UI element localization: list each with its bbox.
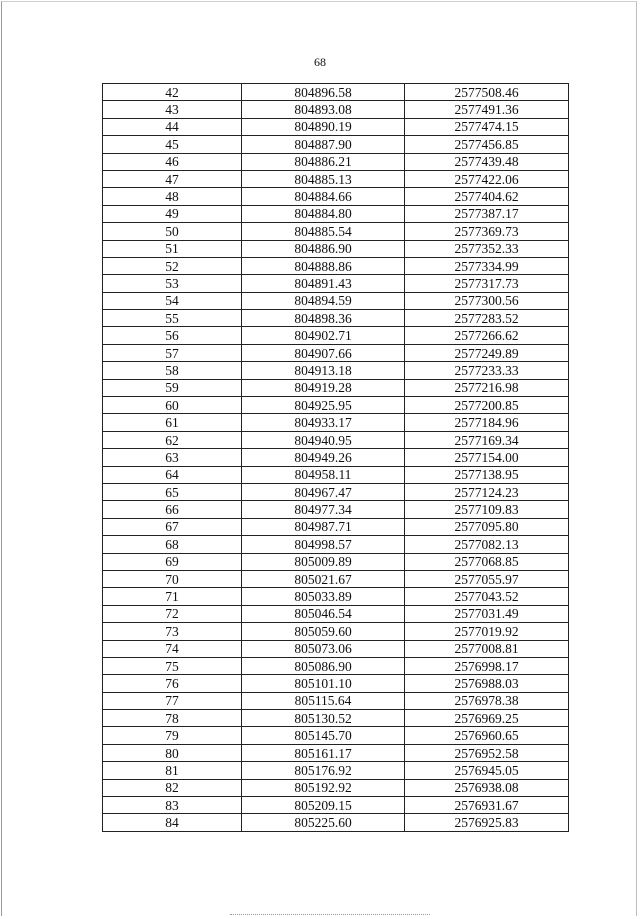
table-row	[103, 414, 569, 431]
x-coordinate-cell: 805033.89	[242, 588, 405, 605]
table-row	[103, 501, 569, 518]
y-coordinate-cell: 2576960.65	[405, 727, 569, 744]
point-number-cell: 80	[103, 744, 242, 761]
point-number-cell: 50	[103, 223, 242, 240]
y-coordinate-cell: 2577439.48	[405, 153, 569, 170]
point-number-cell: 79	[103, 727, 242, 744]
y-coordinate-cell: 2577082.13	[405, 536, 569, 553]
table-row	[103, 205, 569, 222]
y-coordinate-cell: 2577138.95	[405, 466, 569, 483]
point-number-cell: 77	[103, 692, 242, 709]
y-coordinate-cell: 2577184.96	[405, 414, 569, 431]
point-number-cell: 60	[103, 397, 242, 414]
point-number-cell: 47	[103, 170, 242, 187]
x-coordinate-cell: 805209.15	[242, 797, 405, 814]
x-coordinate-cell: 804885.13	[242, 170, 405, 187]
x-coordinate-cell: 804890.19	[242, 118, 405, 135]
y-coordinate-cell: 2576938.08	[405, 779, 569, 796]
point-number-cell: 61	[103, 414, 242, 431]
y-coordinate-cell: 2576945.05	[405, 762, 569, 779]
point-number-cell: 72	[103, 605, 242, 622]
y-coordinate-cell: 2577095.80	[405, 518, 569, 535]
table-row	[103, 710, 569, 727]
table-row	[103, 449, 569, 466]
y-coordinate-cell: 2577233.33	[405, 362, 569, 379]
table-row	[103, 379, 569, 396]
y-coordinate-cell: 2577474.15	[405, 118, 569, 135]
table-row	[103, 136, 569, 153]
point-number-cell: 65	[103, 483, 242, 500]
table-row	[103, 240, 569, 257]
y-coordinate-cell: 2577422.06	[405, 170, 569, 187]
point-number-cell: 58	[103, 362, 242, 379]
y-coordinate-cell: 2576925.83	[405, 814, 569, 831]
x-coordinate-cell: 804958.11	[242, 466, 405, 483]
table-row	[103, 310, 569, 327]
point-number-cell: 53	[103, 275, 242, 292]
point-number-cell: 75	[103, 657, 242, 674]
table-row	[103, 327, 569, 344]
x-coordinate-cell: 804888.86	[242, 257, 405, 274]
page-bottom-divider	[230, 914, 430, 915]
table-row	[103, 153, 569, 170]
point-number-cell: 83	[103, 797, 242, 814]
point-number-cell: 71	[103, 588, 242, 605]
y-coordinate-cell: 2577109.83	[405, 501, 569, 518]
table-row	[103, 640, 569, 657]
table-row	[103, 466, 569, 483]
table-row	[103, 483, 569, 500]
point-number-cell: 84	[103, 814, 242, 831]
y-coordinate-cell: 2577491.36	[405, 101, 569, 118]
point-number-cell: 82	[103, 779, 242, 796]
y-coordinate-cell: 2577249.89	[405, 344, 569, 361]
y-coordinate-cell: 2576969.25	[405, 710, 569, 727]
table-row	[103, 814, 569, 831]
table-row	[103, 536, 569, 553]
table-row	[103, 292, 569, 309]
point-number-cell: 43	[103, 101, 242, 118]
table-row	[103, 84, 569, 101]
y-coordinate-cell: 2577317.73	[405, 275, 569, 292]
x-coordinate-cell: 804885.54	[242, 223, 405, 240]
table-row	[103, 623, 569, 640]
x-coordinate-cell: 805009.89	[242, 553, 405, 570]
y-coordinate-cell: 2577169.34	[405, 431, 569, 448]
y-coordinate-cell: 2577216.98	[405, 379, 569, 396]
x-coordinate-cell: 804886.90	[242, 240, 405, 257]
table-row	[103, 744, 569, 761]
x-coordinate-cell: 805101.10	[242, 675, 405, 692]
x-coordinate-cell: 804987.71	[242, 518, 405, 535]
y-coordinate-cell: 2577352.33	[405, 240, 569, 257]
y-coordinate-cell: 2577334.99	[405, 257, 569, 274]
y-coordinate-cell: 2577124.23	[405, 483, 569, 500]
point-number-cell: 68	[103, 536, 242, 553]
y-coordinate-cell: 2576952.58	[405, 744, 569, 761]
y-coordinate-cell: 2577068.85	[405, 553, 569, 570]
table-row	[103, 727, 569, 744]
x-coordinate-cell: 805046.54	[242, 605, 405, 622]
point-number-cell: 57	[103, 344, 242, 361]
x-coordinate-cell: 804894.59	[242, 292, 405, 309]
y-coordinate-cell: 2577031.49	[405, 605, 569, 622]
y-coordinate-cell: 2577055.97	[405, 570, 569, 587]
point-number-cell: 59	[103, 379, 242, 396]
table-row	[103, 170, 569, 187]
table-row	[103, 657, 569, 674]
point-number-cell: 49	[103, 205, 242, 222]
x-coordinate-cell: 805176.92	[242, 762, 405, 779]
x-coordinate-cell: 804887.90	[242, 136, 405, 153]
table-row	[103, 118, 569, 135]
table-row	[103, 605, 569, 622]
table-row	[103, 101, 569, 118]
table-row	[103, 397, 569, 414]
point-number-cell: 70	[103, 570, 242, 587]
point-number-cell: 74	[103, 640, 242, 657]
table-row	[103, 188, 569, 205]
x-coordinate-cell: 804893.08	[242, 101, 405, 118]
point-number-cell: 46	[103, 153, 242, 170]
x-coordinate-cell: 805073.06	[242, 640, 405, 657]
x-coordinate-cell: 804886.21	[242, 153, 405, 170]
y-coordinate-cell: 2577283.52	[405, 310, 569, 327]
table-row	[103, 779, 569, 796]
table-row	[103, 223, 569, 240]
x-coordinate-cell: 805192.92	[242, 779, 405, 796]
point-number-cell: 45	[103, 136, 242, 153]
table-row	[103, 431, 569, 448]
table-row	[103, 570, 569, 587]
coordinate-table	[102, 83, 569, 832]
table-row	[103, 762, 569, 779]
point-number-cell: 51	[103, 240, 242, 257]
y-coordinate-cell: 2577266.62	[405, 327, 569, 344]
x-coordinate-cell: 804884.66	[242, 188, 405, 205]
point-number-cell: 81	[103, 762, 242, 779]
x-coordinate-cell: 804898.36	[242, 310, 405, 327]
x-coordinate-cell: 804925.95	[242, 397, 405, 414]
table-row	[103, 553, 569, 570]
y-coordinate-cell: 2577200.85	[405, 397, 569, 414]
x-coordinate-cell: 804919.28	[242, 379, 405, 396]
y-coordinate-cell: 2577404.62	[405, 188, 569, 205]
y-coordinate-cell: 2577300.56	[405, 292, 569, 309]
table-row	[103, 344, 569, 361]
y-coordinate-cell: 2577154.00	[405, 449, 569, 466]
y-coordinate-cell: 2576931.67	[405, 797, 569, 814]
point-number-cell: 62	[103, 431, 242, 448]
point-number-cell: 48	[103, 188, 242, 205]
point-number-cell: 64	[103, 466, 242, 483]
x-coordinate-cell: 805115.64	[242, 692, 405, 709]
y-coordinate-cell: 2577387.17	[405, 205, 569, 222]
x-coordinate-cell: 804907.66	[242, 344, 405, 361]
y-coordinate-cell: 2576998.17	[405, 657, 569, 674]
table-row	[103, 518, 569, 535]
x-coordinate-cell: 804896.58	[242, 84, 405, 101]
x-coordinate-cell: 805225.60	[242, 814, 405, 831]
table-row	[103, 797, 569, 814]
point-number-cell: 76	[103, 675, 242, 692]
x-coordinate-cell: 805059.60	[242, 623, 405, 640]
point-number-cell: 42	[103, 84, 242, 101]
y-coordinate-cell: 2577508.46	[405, 84, 569, 101]
x-coordinate-cell: 805161.17	[242, 744, 405, 761]
point-number-cell: 63	[103, 449, 242, 466]
x-coordinate-cell: 804949.26	[242, 449, 405, 466]
table-row	[103, 275, 569, 292]
y-coordinate-cell: 2577369.73	[405, 223, 569, 240]
x-coordinate-cell: 804998.57	[242, 536, 405, 553]
point-number-cell: 44	[103, 118, 242, 135]
page-number: 68	[314, 55, 326, 69]
y-coordinate-cell: 2577008.81	[405, 640, 569, 657]
table-row	[103, 692, 569, 709]
x-coordinate-cell: 805145.70	[242, 727, 405, 744]
point-number-cell: 78	[103, 710, 242, 727]
table-row	[103, 675, 569, 692]
x-coordinate-cell: 804913.18	[242, 362, 405, 379]
coordinate-table-body	[103, 84, 569, 832]
point-number-cell: 66	[103, 501, 242, 518]
y-coordinate-cell: 2576988.03	[405, 675, 569, 692]
x-coordinate-cell: 804933.17	[242, 414, 405, 431]
point-number-cell: 52	[103, 257, 242, 274]
point-number-cell: 69	[103, 553, 242, 570]
x-coordinate-cell: 805130.52	[242, 710, 405, 727]
x-coordinate-cell: 805086.90	[242, 657, 405, 674]
y-coordinate-cell: 2577043.52	[405, 588, 569, 605]
point-number-cell: 56	[103, 327, 242, 344]
x-coordinate-cell: 804891.43	[242, 275, 405, 292]
x-coordinate-cell: 804967.47	[242, 483, 405, 500]
point-number-cell: 55	[103, 310, 242, 327]
x-coordinate-cell: 804977.34	[242, 501, 405, 518]
y-coordinate-cell: 2576978.38	[405, 692, 569, 709]
table-row	[103, 362, 569, 379]
y-coordinate-cell: 2577456.85	[405, 136, 569, 153]
x-coordinate-cell: 804884.80	[242, 205, 405, 222]
x-coordinate-cell: 804940.95	[242, 431, 405, 448]
y-coordinate-cell: 2577019.92	[405, 623, 569, 640]
table-row	[103, 588, 569, 605]
point-number-cell: 67	[103, 518, 242, 535]
x-coordinate-cell: 805021.67	[242, 570, 405, 587]
point-number-cell: 54	[103, 292, 242, 309]
point-number-cell: 73	[103, 623, 242, 640]
table-row	[103, 257, 569, 274]
x-coordinate-cell: 804902.71	[242, 327, 405, 344]
